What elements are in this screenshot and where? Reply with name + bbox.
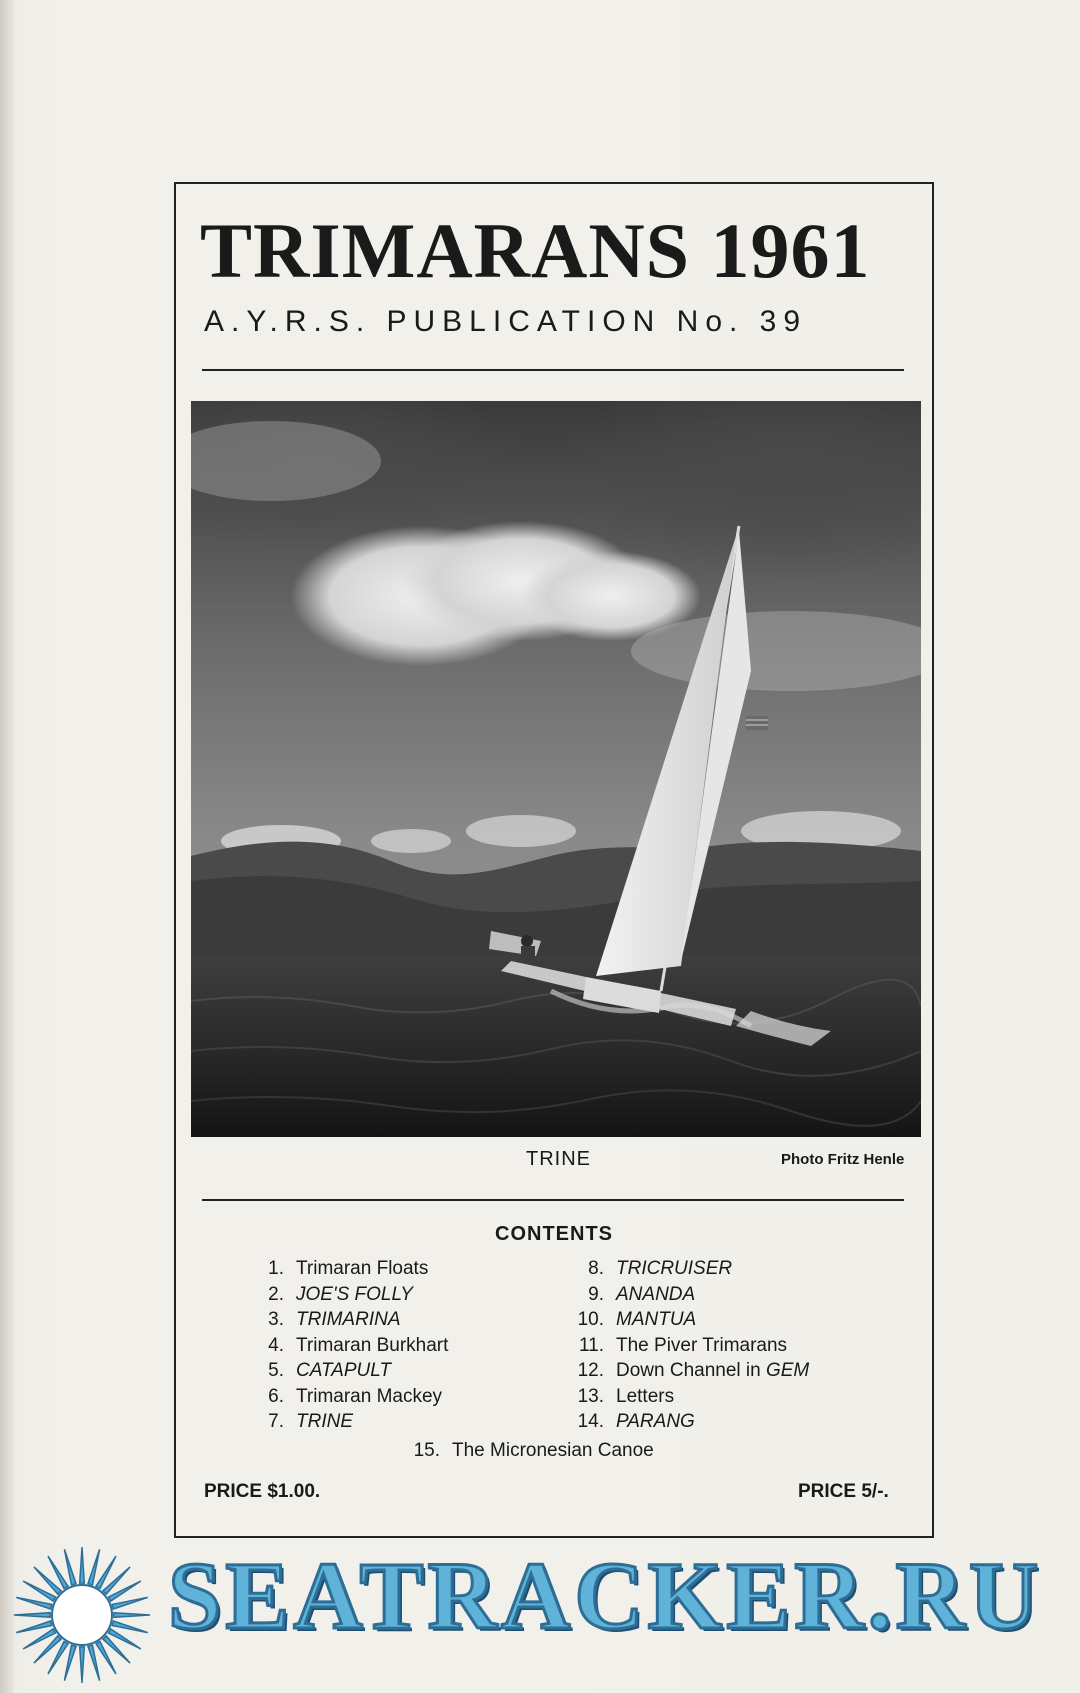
list-item [262,1360,448,1386]
price-shillings: PRICE 5/-. [798,1481,889,1502]
list-item [262,1386,448,1412]
item-title [616,1360,809,1386]
list-item [262,1284,448,1310]
item-title: PARANG [616,1411,695,1432]
item-title: Trimaran Mackey [296,1385,443,1407]
item-number: 10. [577,1309,604,1330]
watermark-text: SEATRACKER.RU [168,1542,1043,1649]
item-number: 15. [413,1440,440,1461]
sailboat-photo [191,401,921,1137]
page-edge [0,0,14,1693]
photo-credit: Photo Fritz Henle [781,1151,905,1168]
list-item [560,1386,809,1412]
list-item [560,1258,809,1284]
item-number: 11. [578,1334,604,1356]
sun-ray [80,1547,85,1583]
list-item [262,1258,448,1284]
item-title: Trimaran Burkhart [296,1334,449,1356]
item-number: 14. [577,1411,604,1432]
item-number: 13. [577,1385,604,1407]
sun-ray [16,1597,51,1609]
item-title: CATAPULT [296,1360,392,1381]
list-item [560,1335,809,1361]
photo-caption: TRINE [526,1148,591,1170]
item-title-italic: GEM [765,1360,810,1381]
item-number: 9. [588,1283,604,1305]
sun-ray [14,1613,50,1618]
item-number: 2. [268,1283,284,1305]
list-item [560,1284,809,1310]
item-number: 5. [268,1360,284,1381]
item-title: TRINE [296,1411,353,1432]
list-item [560,1411,809,1437]
item-number: 4. [268,1334,284,1356]
contents-left-column [262,1258,448,1437]
list-item [262,1411,448,1437]
list-item [262,1309,448,1335]
item-title: JOE'S FOLLY [296,1283,413,1305]
list-item [560,1360,809,1386]
list-item [396,1440,654,1462]
item-title: Trimaran Floats [296,1258,429,1279]
item-title: TRICRUISER [616,1258,733,1279]
publication-subtitle: A.Y.R.S. PUBLICATION No. 39 [204,305,808,338]
sun-ray [114,1613,150,1618]
item-title: The Micronesian Canoe [452,1440,654,1461]
item-title: ANANDA [616,1283,696,1305]
divider-top [202,369,904,371]
price-dollars: PRICE $1.00. [204,1481,321,1502]
item-title: TRIMARINA [296,1309,401,1330]
item-number: 8. [588,1258,604,1279]
sun-ray [64,1549,76,1585]
page-title: TRIMARANS 1961 [200,207,871,294]
divider-bottom [202,1199,904,1201]
item-number: 12. [577,1360,604,1381]
sun-burst-icon [14,1547,150,1683]
item-number: 1. [268,1258,284,1279]
contents-heading: CONTENTS [495,1223,613,1245]
item-title: The Piver Trimarans [616,1334,788,1356]
item-number: 6. [268,1385,284,1407]
contents-right-column [560,1258,809,1437]
list-item [262,1335,448,1361]
item-title: Letters [616,1385,675,1407]
list-item [560,1309,809,1335]
cover-photo [191,401,921,1137]
item-number: 3. [268,1309,284,1330]
item-title: MANTUA [616,1309,697,1330]
sun-ray [88,1549,100,1585]
item-number: 7. [268,1411,284,1432]
sun-ray [112,1597,148,1609]
item-title-plain: Down Channel in [616,1360,766,1381]
